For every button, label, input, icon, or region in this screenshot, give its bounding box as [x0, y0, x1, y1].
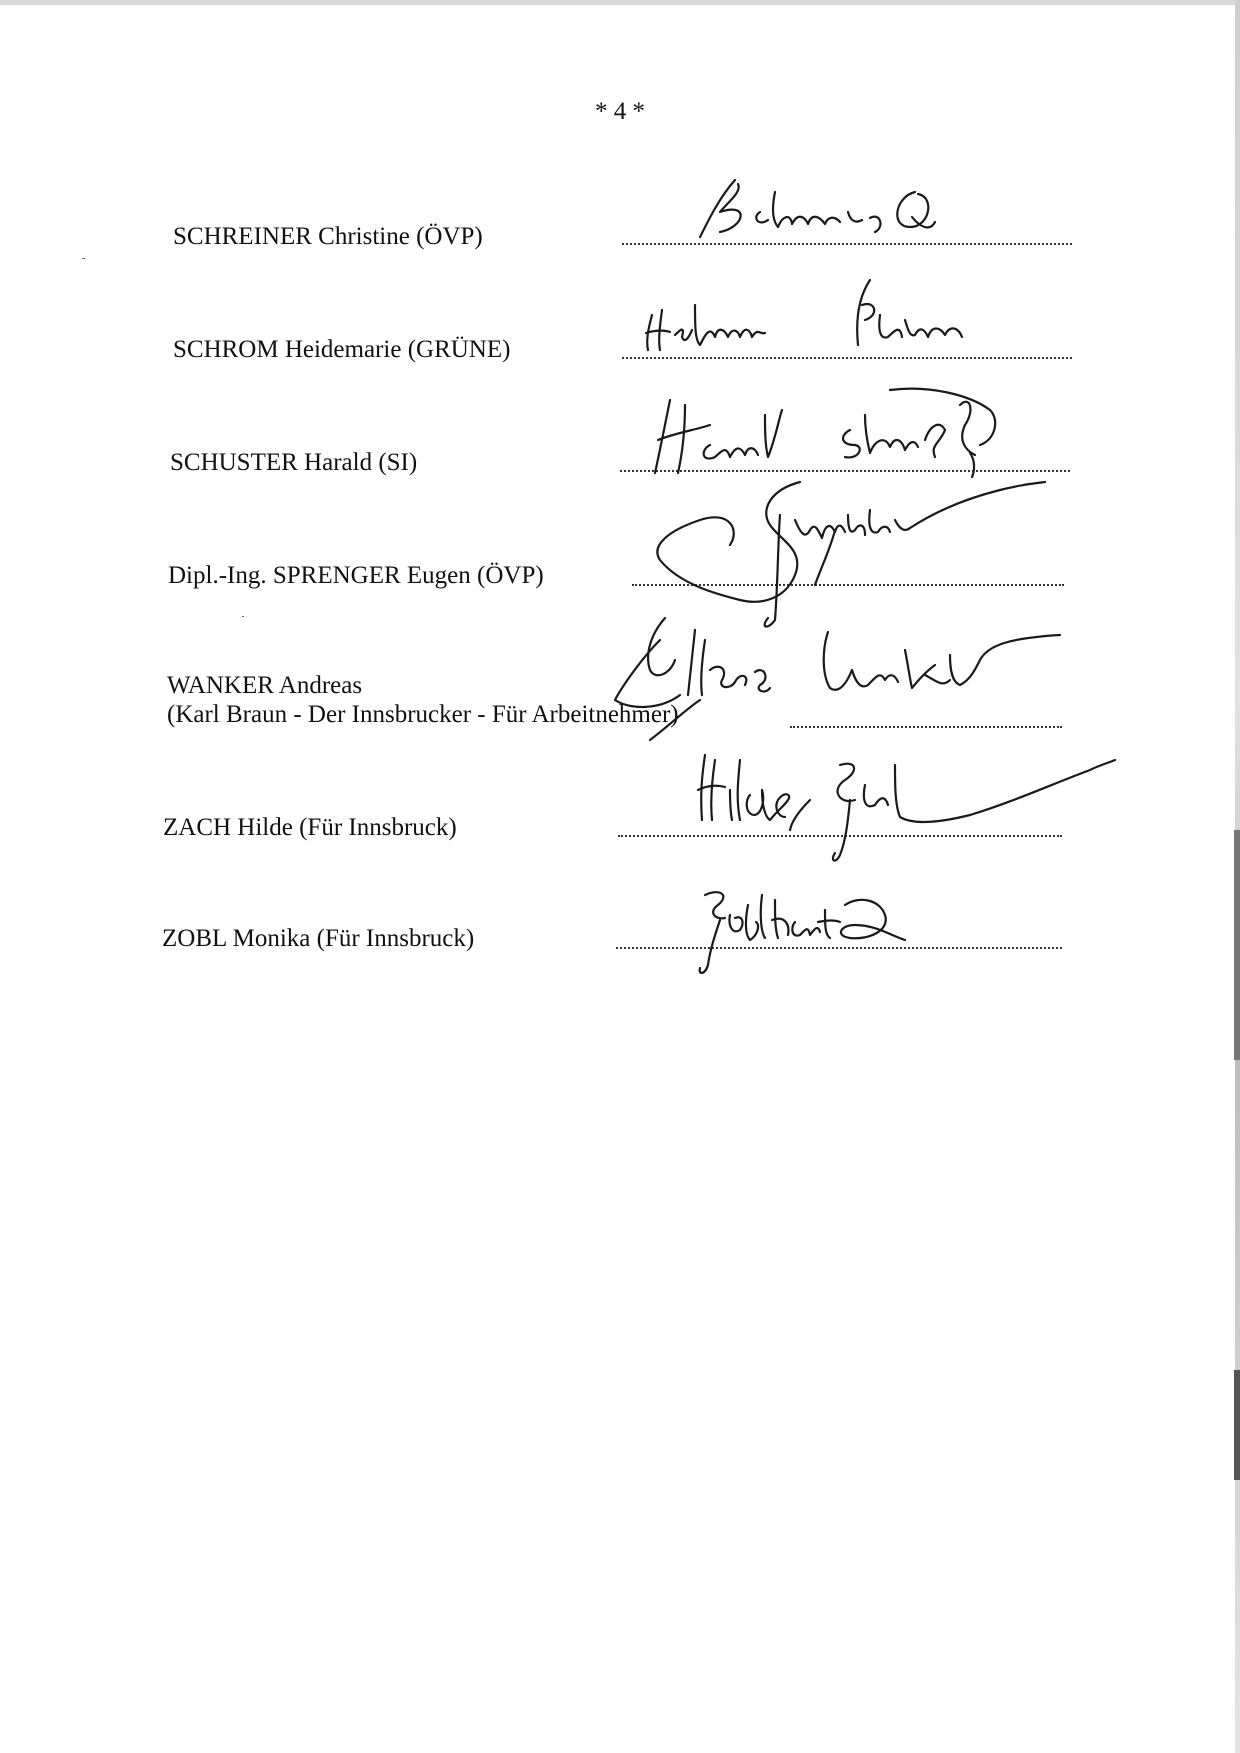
signature-zobl — [690, 880, 940, 980]
scan-edge-mark — [1234, 830, 1240, 1060]
page-number: * 4 * — [595, 98, 645, 125]
signatory-name: ZOBL Monika (Für Innsbruck) — [162, 925, 475, 952]
signature-schrom — [640, 275, 1020, 360]
scan-speck — [242, 616, 244, 617]
signatory-name: SCHREINER Christine (ÖVP) — [173, 223, 483, 250]
scan-edge-top — [0, 0, 1240, 5]
scan-edge-mark — [1234, 1370, 1240, 1480]
signature-schreiner — [680, 172, 980, 252]
signatory-name: ZACH Hilde (Für Innsbruck) — [163, 814, 457, 841]
signatory-name: Dipl.-Ing. SPRENGER Eugen (ÖVP) — [168, 562, 544, 589]
signature-zach — [690, 745, 1120, 870]
signature-wanker — [590, 600, 1110, 765]
signatory-name: SCHROM Heidemarie (GRÜNE) — [173, 336, 511, 363]
scan-speck — [82, 258, 85, 259]
signatory-name: WANKER Andreas — [167, 672, 363, 699]
signatory-name: SCHUSTER Harald (SI) — [170, 449, 418, 476]
signatory-affiliation: (Karl Braun - Der Innsbrucker - Für Arbeitnehmer) — [167, 701, 679, 728]
